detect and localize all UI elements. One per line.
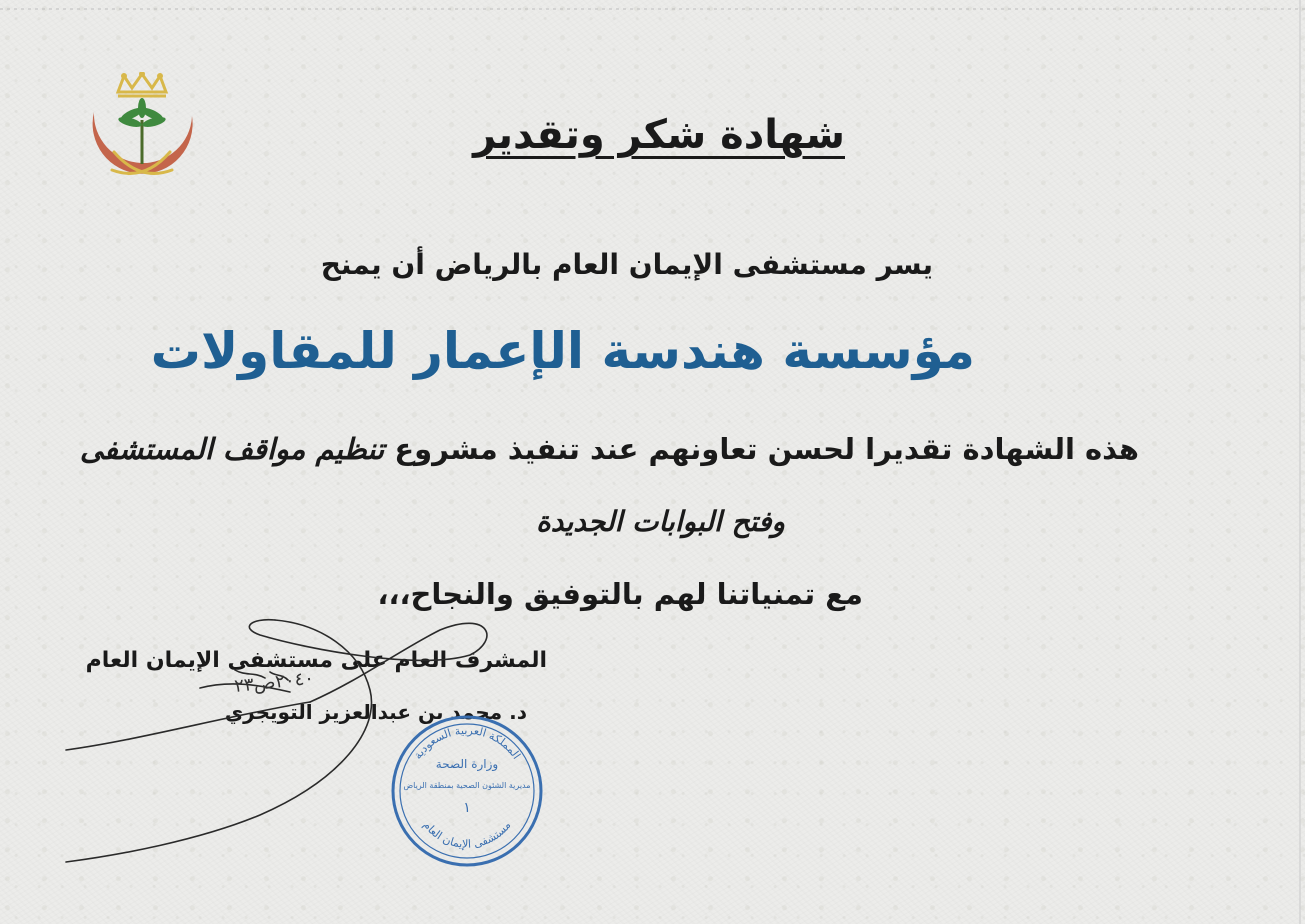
signatory-title: المشرف العام على مستشفى الإيمان العام <box>85 648 547 673</box>
body-line-1-project: تنظيم مواقف المستشفى <box>79 432 385 466</box>
stamp-number: ١ <box>463 800 471 816</box>
closing-text: مع تمنياتنا لهم بالتوفيق والنجاح،،، <box>377 577 863 611</box>
svg-text:مستشفى الإيمان العام <box>421 819 514 851</box>
official-stamp <box>388 712 546 870</box>
emblem-icon <box>80 72 204 208</box>
body-line-1-text: هذه الشهادة تقديرا لحسن تعاونهم عند تنفيذ مشروع <box>394 432 1139 466</box>
scan-edge-top <box>0 8 1305 10</box>
recipient-name: مؤسسة هندسة الإعمار للمقاولات <box>150 322 975 380</box>
handwritten-note: ٢٠٤٠ص٢٣ <box>233 667 315 697</box>
signatory-name: د. محمد بن عبدالعزيز التويجري <box>224 700 527 724</box>
stamp-text-top: المملكة العربية السعودية <box>411 723 523 762</box>
scan-edge-right <box>1299 0 1301 924</box>
stamp-text-mid: وزارة الصحة <box>435 757 499 771</box>
stamp-text-sub: مديرية الشئون الصحية بمنطقة الرياض <box>403 781 531 790</box>
body-line-2: وفتح البوابات الجديدة <box>536 505 785 538</box>
body-line-1 <box>80 432 1139 466</box>
certificate-title: شهادة شكر وتقدير <box>473 112 845 158</box>
intro-text: يسر مستشفى الإيمان العام بالرياض أن يمنح <box>320 248 933 281</box>
stamp-text-bottom: مستشفى الإيمان العام <box>420 818 514 851</box>
